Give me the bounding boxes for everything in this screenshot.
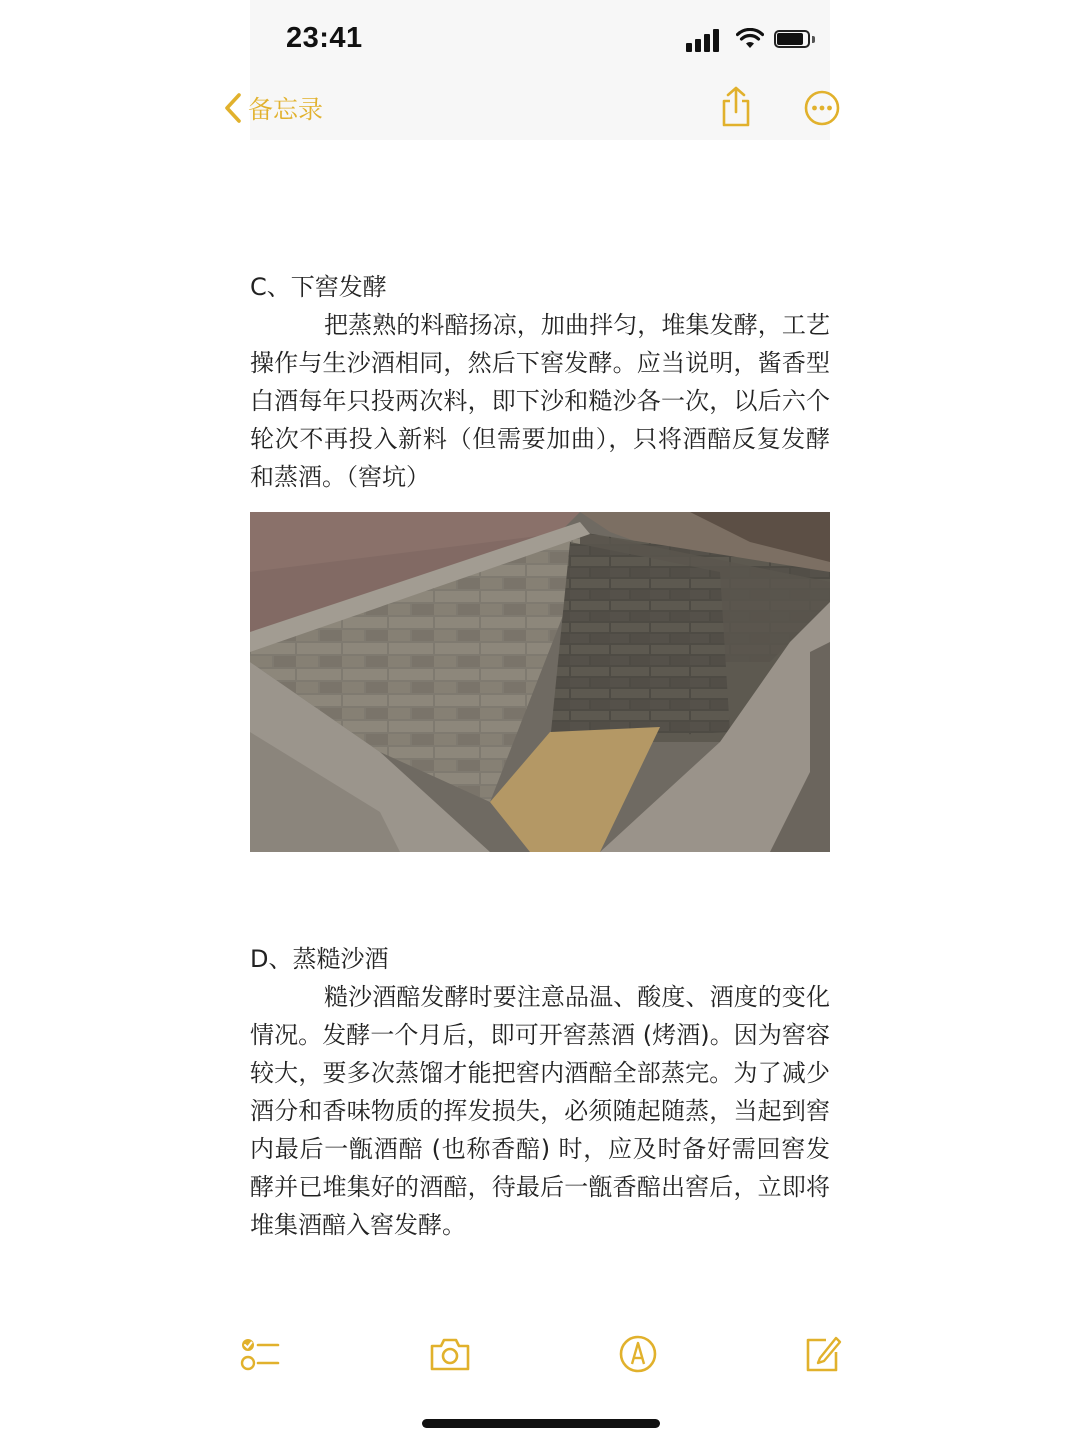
- share-icon[interactable]: [720, 86, 752, 128]
- cellular-signal-icon: [686, 26, 722, 52]
- compose-icon[interactable]: [802, 1334, 842, 1374]
- bottom-toolbar: [250, 1320, 830, 1390]
- notes-screen: [250, 0, 830, 1440]
- note-section-d[interactable]: [250, 940, 830, 1244]
- wifi-icon: [736, 28, 764, 50]
- cellar-pit-image: [250, 512, 830, 852]
- ellipsis-circle-icon[interactable]: [804, 90, 840, 126]
- status-time: 23:41: [286, 22, 363, 54]
- cellar-pit-photo[interactable]: [250, 512, 830, 852]
- status-bar: [250, 0, 830, 140]
- camera-icon[interactable]: [428, 1334, 472, 1374]
- back-button[interactable]: [224, 86, 323, 130]
- chevron-left-icon: [224, 92, 242, 124]
- home-indicator[interactable]: [422, 1419, 660, 1428]
- back-label: 备忘录: [248, 95, 324, 124]
- battery-icon: [774, 30, 816, 48]
- checklist-icon[interactable]: [240, 1334, 280, 1374]
- note-section-c[interactable]: [250, 268, 830, 496]
- section-c-heading: C、下窖发酵: [250, 273, 387, 301]
- section-d-heading: D、蒸糙沙酒: [250, 945, 389, 973]
- section-d-body: 糙沙酒醅发酵时要注意品温、酸度、酒度的变化情况。发酵一个月后，即可开窖蒸酒 (烤酒)。因为窖容较大，要多次蒸馏才能把窖内酒醅全部蒸完。为了减少酒分和香味物质的挥发损失，必须随起随蒸，当起到窖内最后一甑酒醅 (也称香醅) 时，应及时备好需回窖发酵并已堆集好的酒醅，待最后一甑香醅出窖后，立即将堆集酒醅入窖发酵。: [250, 983, 830, 1239]
- section-c-body: 把蒸熟的料醅扬凉，加曲拌匀，堆集发酵，工艺操作与生沙酒相同，然后下窖发酵。应当说明，酱香型白酒每年只投两次料，即下沙和糙沙各一次，以后六个轮次不再投入新料（但需要加曲），只将酒醅反复发酵和蒸酒。（窖坑）: [250, 311, 830, 491]
- nav-bar: [250, 80, 830, 136]
- markup-pen-icon[interactable]: [618, 1334, 658, 1374]
